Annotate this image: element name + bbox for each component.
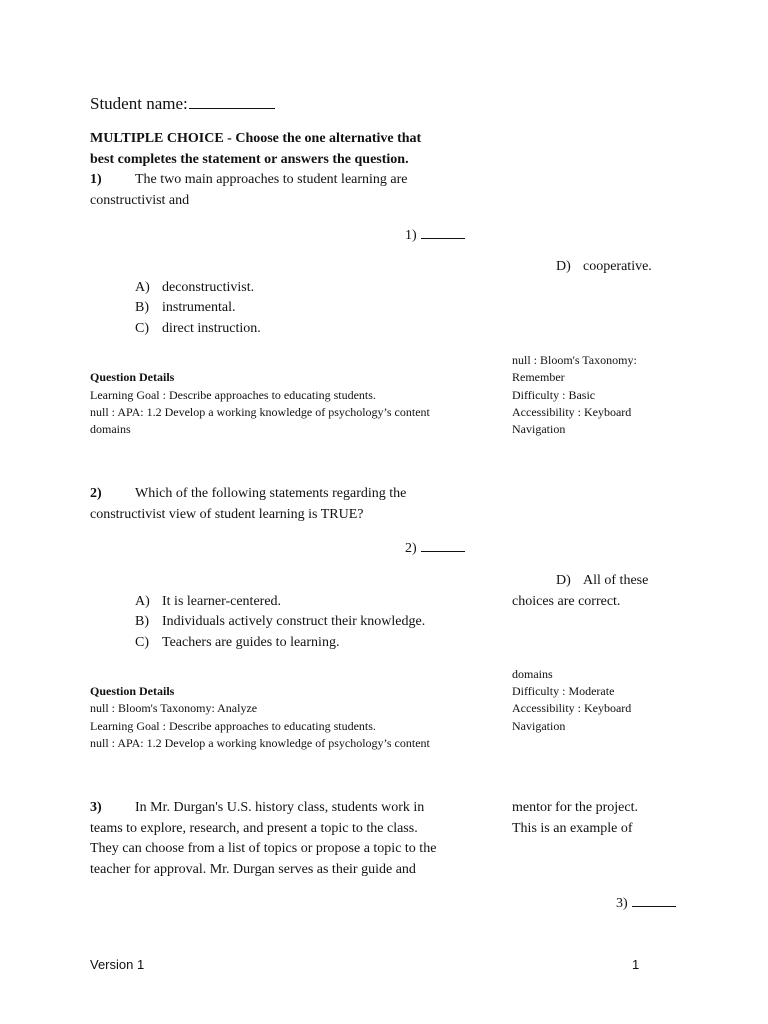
question-3-answer-blank[interactable]: [632, 905, 676, 907]
question-2-text-1: Which of the following statements regarding the: [135, 486, 407, 501]
question-2-answer-blank[interactable]: [421, 550, 465, 552]
option-text: instrumental.: [162, 300, 236, 315]
question-1-answer-label: 1): [405, 228, 417, 243]
option-letter: B): [135, 614, 149, 629]
option-letter: C): [135, 321, 149, 336]
option-text: direct instruction.: [162, 321, 261, 336]
question-2-option-d-continuation: choices are correct.: [512, 594, 621, 609]
question-1-details-left-2: null : APA: 1.2 Develop a working knowledge of psychology’s content: [90, 405, 430, 419]
question-2-number: 2): [90, 486, 102, 501]
option-text: cooperative.: [583, 259, 652, 274]
option-letter: D): [556, 259, 571, 274]
question-2-option-d[interactable]: [556, 571, 648, 592]
instructions-line-1: MULTIPLE CHOICE - Choose the one alternative that: [90, 131, 422, 146]
option-text: deconstructivist.: [162, 280, 255, 295]
option-letter: D): [556, 573, 571, 588]
question-3-text-4: teacher for approval. Mr. Durgan serves as their guide and: [90, 862, 416, 877]
question-3-text-right-1: mentor for the project.: [512, 800, 638, 815]
question-2-details-heading: Question Details: [90, 684, 175, 698]
question-1-details-left-1: Learning Goal : Describe approaches to educating students.: [90, 388, 376, 402]
question-2-details-right-4: Navigation: [512, 719, 566, 733]
question-2-details-left-1: null : Bloom's Taxonomy: Analyze: [90, 701, 258, 715]
option-letter: A): [135, 594, 150, 609]
question-2-details-left-3: null : APA: 1.2 Develop a working knowledge of psychology’s content: [90, 736, 430, 750]
option-letter: B): [135, 300, 149, 315]
question-1-details-right-4: Accessibility : Keyboard: [512, 405, 632, 419]
question-3-text-right-2: This is an example of: [512, 821, 633, 836]
question-3-text-3: They can choose from a list of topics or propose a topic to the: [90, 841, 437, 856]
question-3-answer: [616, 894, 676, 915]
question-2-option-c[interactable]: [135, 633, 339, 654]
student-name-blank[interactable]: [189, 107, 275, 109]
question-1-option-a[interactable]: [135, 278, 254, 299]
question-2-option-b[interactable]: [135, 612, 425, 633]
question-2-answer: [405, 539, 465, 560]
question-1-option-b[interactable]: [135, 298, 236, 319]
footer-page-number: 1: [632, 957, 640, 972]
question-2-details-left-2: Learning Goal : Describe approaches to educating students.: [90, 719, 376, 733]
question-3-text-1: In Mr. Durgan's U.S. history class, students work in: [135, 800, 425, 815]
question-1-answer: [405, 226, 465, 247]
footer-version: Version 1: [90, 957, 145, 972]
question-2-details-right-1: domains: [512, 667, 553, 681]
question-2-option-a[interactable]: [135, 592, 281, 613]
student-name-line: [90, 92, 275, 116]
option-text: It is learner-centered.: [162, 594, 282, 609]
question-1-line-1: [90, 170, 408, 191]
question-1-details-right-3: Difficulty : Basic: [512, 388, 596, 402]
option-letter: A): [135, 280, 150, 295]
question-2-line-1: [90, 484, 406, 505]
question-2-text-2: constructivist view of student learning is TRUE?: [90, 507, 364, 522]
option-text: Individuals actively construct their knowledge.: [162, 614, 426, 629]
instructions-line-2: best completes the statement or answers the question.: [90, 152, 409, 167]
question-1-text-1: The two main approaches to student learning are: [135, 172, 408, 187]
question-1-details-left-3: domains: [90, 422, 131, 436]
question-3-text-2: teams to explore, research, and present a topic to the class.: [90, 821, 418, 836]
question-1-details-right-1: null : Bloom's Taxonomy:: [512, 353, 637, 367]
question-1-number: 1): [90, 172, 102, 187]
option-letter: C): [135, 635, 149, 650]
question-1-details-heading: Question Details: [90, 370, 175, 384]
question-1-details-right-2: Remember: [512, 370, 565, 384]
question-1-answer-blank[interactable]: [421, 237, 465, 239]
option-text: Teachers are guides to learning.: [162, 635, 340, 650]
question-3-number: 3): [90, 800, 102, 815]
question-1-option-d[interactable]: [556, 257, 652, 278]
question-1-text-2: constructivist and: [90, 193, 190, 208]
question-2-answer-label: 2): [405, 541, 417, 556]
question-3-answer-label: 3): [616, 896, 628, 911]
question-1-details-right-5: Navigation: [512, 422, 566, 436]
question-3-line-1: [90, 798, 424, 819]
student-name-label: Student name:: [90, 94, 188, 113]
question-2-details-right-2: Difficulty : Moderate: [512, 684, 615, 698]
question-2-details-right-3: Accessibility : Keyboard: [512, 701, 632, 715]
option-text: All of these: [583, 573, 649, 588]
question-1-option-c[interactable]: [135, 319, 261, 340]
